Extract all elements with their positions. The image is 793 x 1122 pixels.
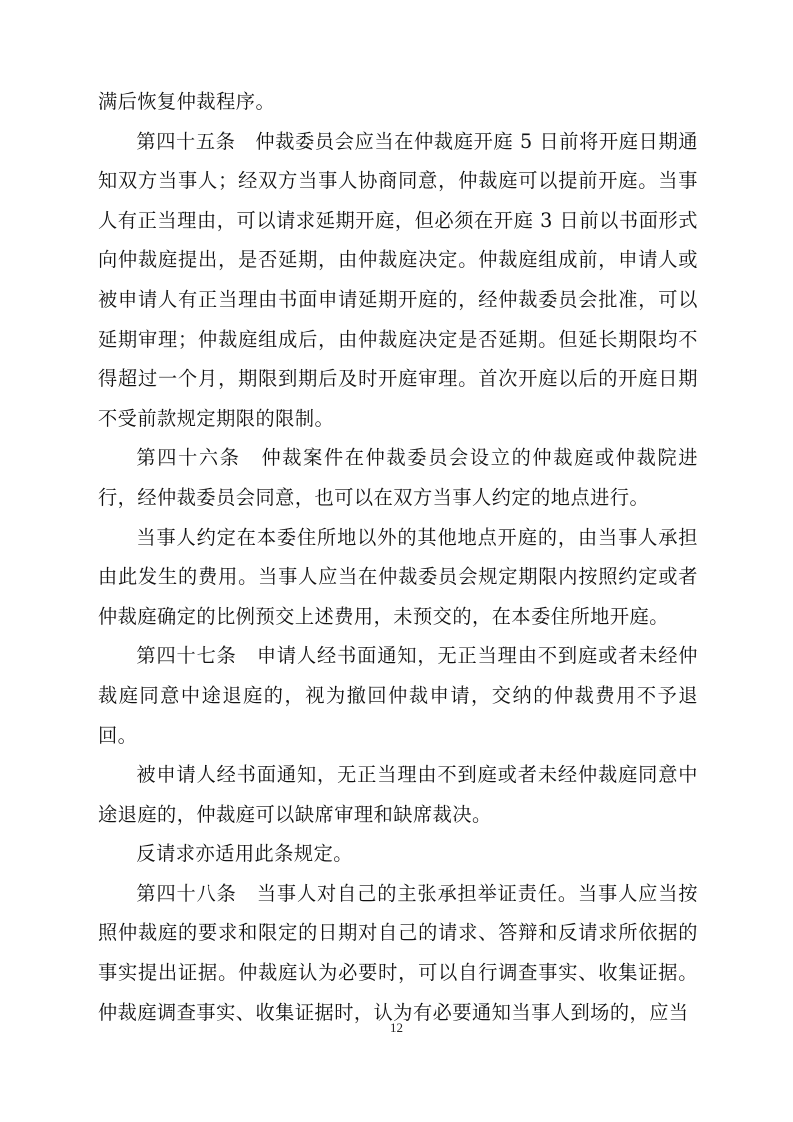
paragraph-article-45: 第四十五条 仲裁委员会应当在仲裁庭开庭 5 日前将开庭日期通知双方当事人；经双方当事人协商同意，仲裁庭可以提前开庭。当事人有正当理由，可以请求延期开庭，但必须在开庭 3 日前以书面形式向仲裁庭提出，是否延期，由仲裁庭决定。仲裁庭组成前，申请人或被申请人有正当理由书面申请延期开庭的，经仲裁委员会批准，可以延期审理；仲裁庭组成后，由仲裁庭决定是否延期。但延长期限均不得超过一个月，期限到期后及时开庭审理。首次开庭以后的开庭日期不受前款规定期限的限制。 [98,129,698,430]
paragraph-article-46-costs: 当事人约定在本委住所地以外的其他地点开庭的，由当事人承担由此发生的费用。当事人应当在仲裁委员会规定期限内按照约定或者仲裁庭确定的比例预交上述费用，未预交的，在本委住所地开庭。 [98,525,698,628]
paragraph-article-46: 第四十六条 仲裁案件在仲裁委员会设立的仲裁庭或仲裁院进行，经仲裁委员会同意，也可以在双方当事人约定的地点进行。 [98,446,698,509]
document-body [98,82,698,1032]
paragraph-article-47-respondent: 被申请人经书面通知，无正当理由不到庭或者未经仲裁庭同意中途退庭的，仲裁庭可以缺席审理和缺席裁决。 [98,763,698,826]
paragraph-article-47-counterclaim: 反请求亦适用此条规定。 [136,842,353,866]
paragraph-article-47: 第四十七条 申请人经书面通知，无正当理由不到庭或者未经仲裁庭同意中途退庭的，视为撤回仲裁申请，交纳的仲裁费用不予退回。 [98,644,698,747]
page-number: 12 [390,1020,403,1035]
paragraph-continuation: 满后恢复仲裁程序。 [98,90,276,113]
paragraph-article-48: 第四十八条 当事人对自己的主张承担举证责任。当事人应当按照仲裁庭的要求和限定的日期对自己的请求、答辩和反请求所依据的事实提出证据。仲裁庭认为必要时，可以自行调查事实、收集证据。仲裁庭调查事实、收集证据时，认为有必要通知当事人到场的，应当 [98,881,698,1024]
